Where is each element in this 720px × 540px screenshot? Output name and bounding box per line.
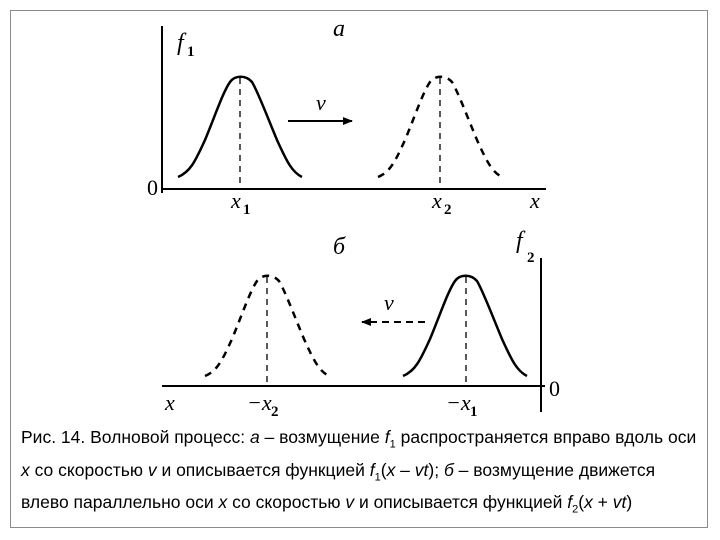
panel-a-zero: 0 [147,175,158,200]
panel-a-x2-label: x [432,188,442,213]
panel-b-x-label: x [165,390,175,415]
panel-b-f-label: f [516,228,523,254]
panel-b-zero: 0 [549,376,560,401]
panel-b-pulse-solid [403,276,527,376]
panel-a-x1-sub: 1 [243,202,251,218]
panel-b [162,228,560,420]
panel-b-velocity-label: v [384,290,394,315]
panel-a [147,16,546,218]
panel-a-velocity-label: v [316,90,326,115]
panel-a-f-label: f [177,30,184,56]
panel-b-neg-x2-sub: 2 [271,404,279,420]
figure-caption: Рис. 14. Волновой процесс: а – возмущение $f_1$ распространяется вправо вдоль оси x со скоростью v и описывается функцией $f_1(x - vt)$; б – возмущение движется влево параллельно оси x со скоростью v и описывается функцией $f_2(x + vt)$ [21,427,697,516]
panel-a-x1-label: x [231,188,241,213]
panel-b-neg-x2-label: −x [247,390,272,415]
panel-b-neg-x1-sub: 1 [470,404,478,420]
panel-a-label: a [333,16,345,42]
panel-b-label: б [333,234,346,260]
panel-b-neg-x1-label: −x [446,390,471,415]
panel-a-f-sub: 1 [187,44,195,60]
panel-a-x2-sub: 2 [444,202,452,218]
panel-b-f-sub: 2 [527,250,535,266]
panel-a-x-label: x [530,188,540,213]
